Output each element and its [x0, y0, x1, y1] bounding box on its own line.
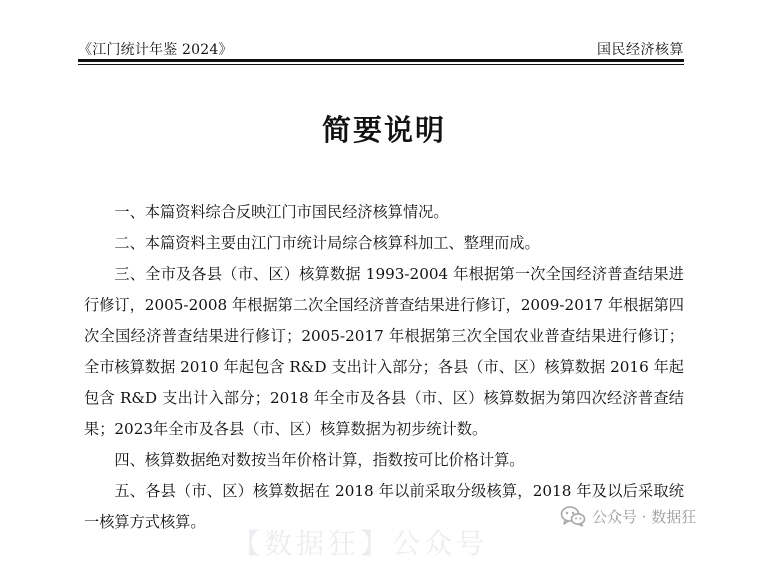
header-rule-thin	[78, 64, 684, 65]
paragraph-3: 三、全市及各县（市、区）核算数据 1993-2004 年根据第一次全国经济普查结果进行修订，2005-2008 年根据第二次全国经济普查结果进行修订，2009-2017 年根据第四次全国经济普查结果进行修订；2005-2017 年根据第三次全国农业普查结果进行修订；全市核算数据 2010 年起包含 R&D 支出计入部分；各县（市、区）核算数据 2016 年起包含 R&D 支出计入部分；2018 年全市及各县（市、区）核算数据为第四次经济普查结果；2023年全市及各县（市、区）核算数据为初步统计数。	[84, 265, 684, 438]
watermark-text: 【数据狂】公众号	[232, 527, 489, 560]
header-section-name: 国民经济核算	[597, 42, 684, 58]
header-rule-thick	[78, 59, 684, 62]
wechat-watermark-badge	[560, 502, 696, 530]
body-text	[84, 197, 684, 538]
header-yearbook-title: 《江门统计年鉴 2024》	[78, 42, 233, 58]
page-title: 简要说明	[321, 113, 446, 147]
paragraph-4: 四、核算数据绝对数按当年价格计算，指数按可比价格计算。	[114, 451, 525, 469]
paragraph-2: 二、本篇资料主要由江门市统计局综合核算科加工、整理而成。	[114, 234, 540, 252]
wechat-icon	[560, 505, 586, 527]
wechat-badge-label: 公众号 · 数据狂	[592, 507, 697, 526]
paragraph-1: 一、本篇资料综合反映江门市国民经济核算情况。	[114, 203, 449, 221]
paragraph-5: 五、各县（市、区）核算数据在 2018 年以前采取分级核算，2018 年及以后采取统一核算方式核算。	[84, 482, 684, 531]
